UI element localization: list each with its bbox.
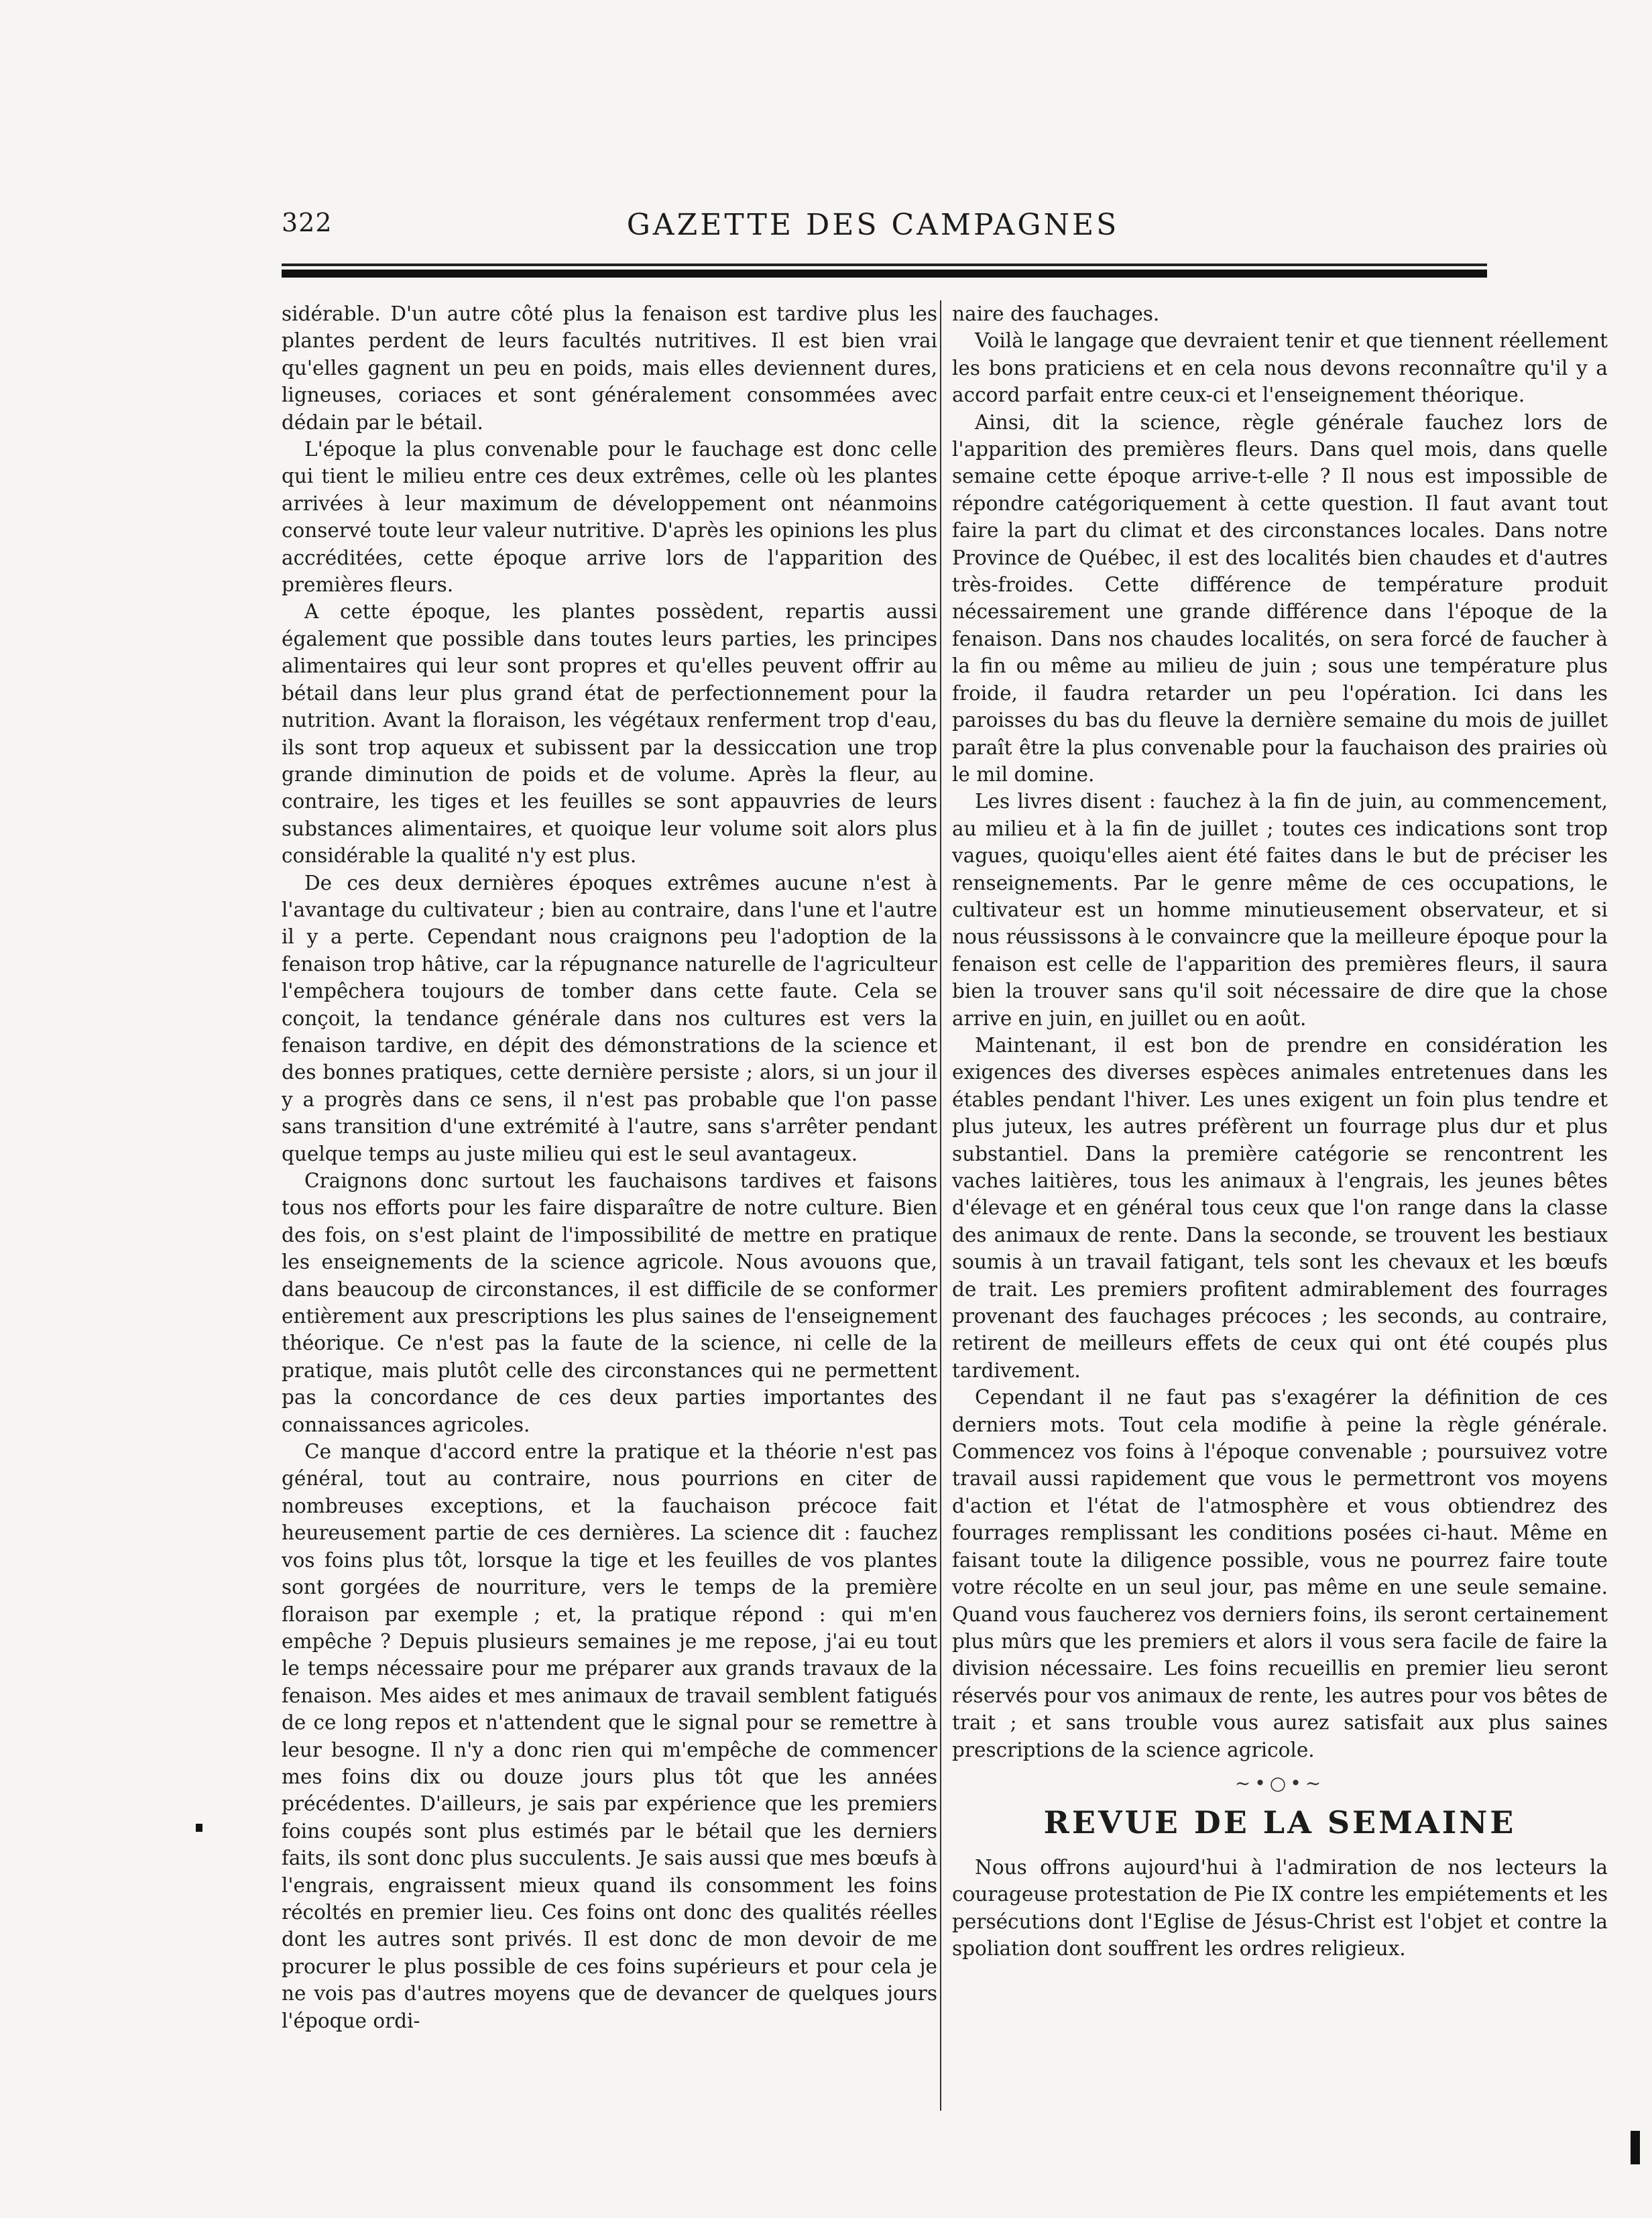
- right-paragraph-1: naire des fauchages.: [952, 302, 1160, 325]
- journal-title: GAZETTE DES CAMPAGNES: [626, 208, 1120, 242]
- right-paragraph-5: Maintenant, il est bon de prendre en considération les exigences des diverses espèces animales entretenues dans les étables pendant l'hiver. Les unes exigent un foin plus tendre et plus juteux, les autres préfèrent un fourrage plus dur et plus substantiel. Dans la première catégorie se rencontrent les vaches laitières, tous les animaux à l'engrais, les jeunes bêtes d'élevage et en général tous ceux que l'on range dans la classe des animaux de rente. Dans la seconde, se trouvent les bestiaux soumis à un travail fatigant, tels sont les chevaux et les bœufs de trait. Les premiers profitent admirablement des fourrages provenant des fauchages précoces ; les seconds, au contraire, retirent de meilleurs effets de ceux qui ont été coupés plus tardivement.: [952, 1033, 1608, 1382]
- column-divider: [940, 300, 941, 2111]
- right-paragraph-4: Les livres disent : fauchez à la fin de juin, au commencement, au milieu et à la fin de juillet ; toutes ces indications sont trop vagues, quoiqu'elles aient été faites dans le but de préciser les renseignements. Par le genre même de ces occupations, le cultivateur est un homme minutieusement observateur, et si nous réussissons à le convaincre que la meilleure époque pour la fenaison est celle de l'apparition des premières fleurs, il saura bien la trouver sans qu'il soit nécessaire de dire que la chose arrive en juin, en juillet ou en août.: [952, 790, 1608, 1030]
- page-number: 322: [282, 208, 333, 237]
- left-paragraph-4: De ces deux dernières époques extrêmes aucune n'est à l'avantage du cultivateur ; bien au contraire, dans l'une et l'autre il y a perte. Cependant nous craignons peu l'adoption de la fenaison trop hâtive, car la répugnance naturelle de l'agriculteur l'empêchera toujours de tomber dans cette faute. Cela se conçoit, la tendance générale dans nos cultures est vers la fenaison tardive, en dépit des démonstrations de la science et des bonnes pratiques, cette dernière persiste ; alors, si un jour il y a progrès dans ce sens, il n'est pas probable que l'on passe sans transition d'une extrémité à l'autre, sans s'arrêter pendant quelque temps au juste milieu qui est le seul avantageux.: [282, 871, 937, 1165]
- section-title: REVUE DE LA SEMAINE: [1043, 1804, 1517, 1841]
- left-column: [282, 300, 937, 2111]
- right-column: [952, 300, 1608, 2084]
- left-paragraph-3: A cette époque, les plantes possèdent, repartis aussi également que possible dans toutes leurs parties, les principes alimentaires qui leur sont propres et qu'elles peuvent offrir au bétail dans leur plus grand état de perfectionnement pour la nutrition. Avant la floraison, les végétaux renferment trop d'eau, ils sont trop aqueux et subissent par la dessiccation une trop grande diminution de poids et de volume. Après la fleur, au contraire, les tiges et les feuilles se sont appauvries de leurs substances alimentaires, et quoique leur volume soit alors plus considérable la qualité n'y est plus.: [282, 600, 937, 868]
- left-paragraph-6: Ce manque d'accord entre la pratique et la théorie n'est pas général, tout au contraire, nous pourrions en citer de nombreuses exceptions, et la fauchaison précoce fait heureusement partie de ces dernières. La science dit : fauchez vos foins plus tôt, lorsque la tige et les feuilles de vos plantes sont gorgées de nourriture, vers le temps de la première floraison par exemple ; et, la pratique répond : qui m'en empêche ? Depuis plusieurs semaines je me repose, j'ai eu tout le temps nécessaire pour me préparer aux grands travaux de la fenaison. Mes aides et mes animaux de travail semblent fatigués de ce long repos et n'attendent que le signal pour se remettre à leur besogne. Il n'y a donc rien qui m'empêche de commencer mes foins dix ou douze jours plus tôt que les années précédentes. D'ailleurs, je sais par expérience que les premiers foins coupés sont plus estimés par le bétail que les derniers faits, ils sont donc plus succulents. Je sais aussi que mes bœufs à l'engrais, engraissent mieux quand ils consomment les foins récoltés en premier lieu. Ces foins ont donc des qualités réelles dont les autres sont privés. Il est donc de mon devoir de me procurer le plus possible de ces foins supérieurs et pour cela je ne vois pas d'autres moyens que de devancer de quelques jours l'époque ordi-: [282, 1440, 937, 2032]
- margin-mark: [196, 1824, 202, 1832]
- right-paragraph-6: Cependant il ne faut pas s'exagérer la définition de ces derniers mots. Tout cela modifie à peine la règle générale. Commencez vos foins à l'époque convenable ; poursuivez votre travail aussi rapidement que vous le permettront vos moyens d'action et l'état de l'atmosphère et vous obtiendrez des fourrages remplissant les conditions posées ci-haut. Même en faisant toute la diligence possible, vous ne pourrez faire toute votre récolte en un seul jour, pas même en une seule semaine. Quand vous faucherez vos derniers foins, ils seront certainement plus mûrs que les premiers et alors il vous sera facile de faire la division nécessaire. Les foins recueillis en premier lieu seront réservés pour vos animaux de rente, les autres pour vos bêtes de trait ; et sans trouble vous aurez satisfait aux plus saines prescriptions de la science agricole.: [952, 1386, 1608, 1761]
- left-paragraph-1: sidérable. D'un autre côté plus la fenaison est tardive plus les plantes perdent de leurs facultés nutritives. Il est bien vrai qu'elles gagnent un peu en poids, mais elles deviennent dures, ligneuses, coriaces et sont généralement consommées avec dédain par le bétail.: [282, 302, 937, 434]
- right-paragraph-2: Voilà le langage que devraient tenir et que tiennent réellement les bons praticiens et en cela nous devons reconnaître qu'il y a accord parfait entre ceux-ci et l'enseignement théorique.: [952, 329, 1608, 407]
- edge-mark: [1631, 2131, 1640, 2164]
- section-ornament: ~•○•~: [1234, 1771, 1325, 1794]
- section-paragraph: Nous offrons aujourd'hui à l'admiration de nos lecteurs la courageuse protestation de Pie IX contre les empiétements et les persécutions dont l'Eglise de Jésus-Christ est l'objet et contre la spoliation dont souffrent les ordres religieux.: [952, 1855, 1608, 1960]
- page-header: [266, 208, 1480, 248]
- left-paragraph-2: L'époque la plus convenable pour le fauchage est donc celle qui tient le milieu entre ces deux extrêmes, celle où les plantes arrivées à leur maximum de développement ont néanmoins conservé toute leur valeur nutritive. D'après les opinions les plus accréditées, cette époque arrive lors de l'apparition des premières fleurs.: [282, 438, 937, 597]
- left-paragraph-5: Craignons donc surtout les fauchaisons tardives et faisons tous nos efforts pour les faire disparaître de notre culture. Bien des fois, on s'est plaint de l'impossibilité de mettre en pratique les enseignements de la science agricole. Nous avouons que, dans beaucoup de circonstances, il est difficile de se conformer entièrement aux prescriptions les plus saines de l'enseignement théorique. Ce n'est pas la faute de la science, ni celle de la pratique, mais plutôt celle des circonstances qui ne permettent pas la concordance de ces deux parties importantes des connaissances agricoles.: [282, 1169, 937, 1436]
- right-paragraph-3: Ainsi, dit la science, règle générale fauchez lors de l'apparition des premières fleurs. Dans quel mois, dans quelle semaine cette époque arrive-t-elle ? Il nous est impossible de répondre catégoriquement à cette question. Il faut avant tout faire la part du climat et des circonstances locales. Dans notre Province de Québec, il est des localités bien chaudes et d'autres très-froides. Cette différence de température produit nécessairement une grande différence dans l'époque de la fenaison. Dans nos chaudes localités, on sera forcé de faucher à la fin ou même au milieu de juin ; sous une température plus froide, il faudra retarder un peu l'opération. Ici dans les paroisses du bas du fleuve la dernière semaine du mois de juillet paraît être la plus convenable pour la fauchaison des prairies où le mil domine.: [952, 410, 1608, 786]
- header-rule-thin: [282, 264, 1487, 266]
- header-rule-thick: [282, 270, 1487, 278]
